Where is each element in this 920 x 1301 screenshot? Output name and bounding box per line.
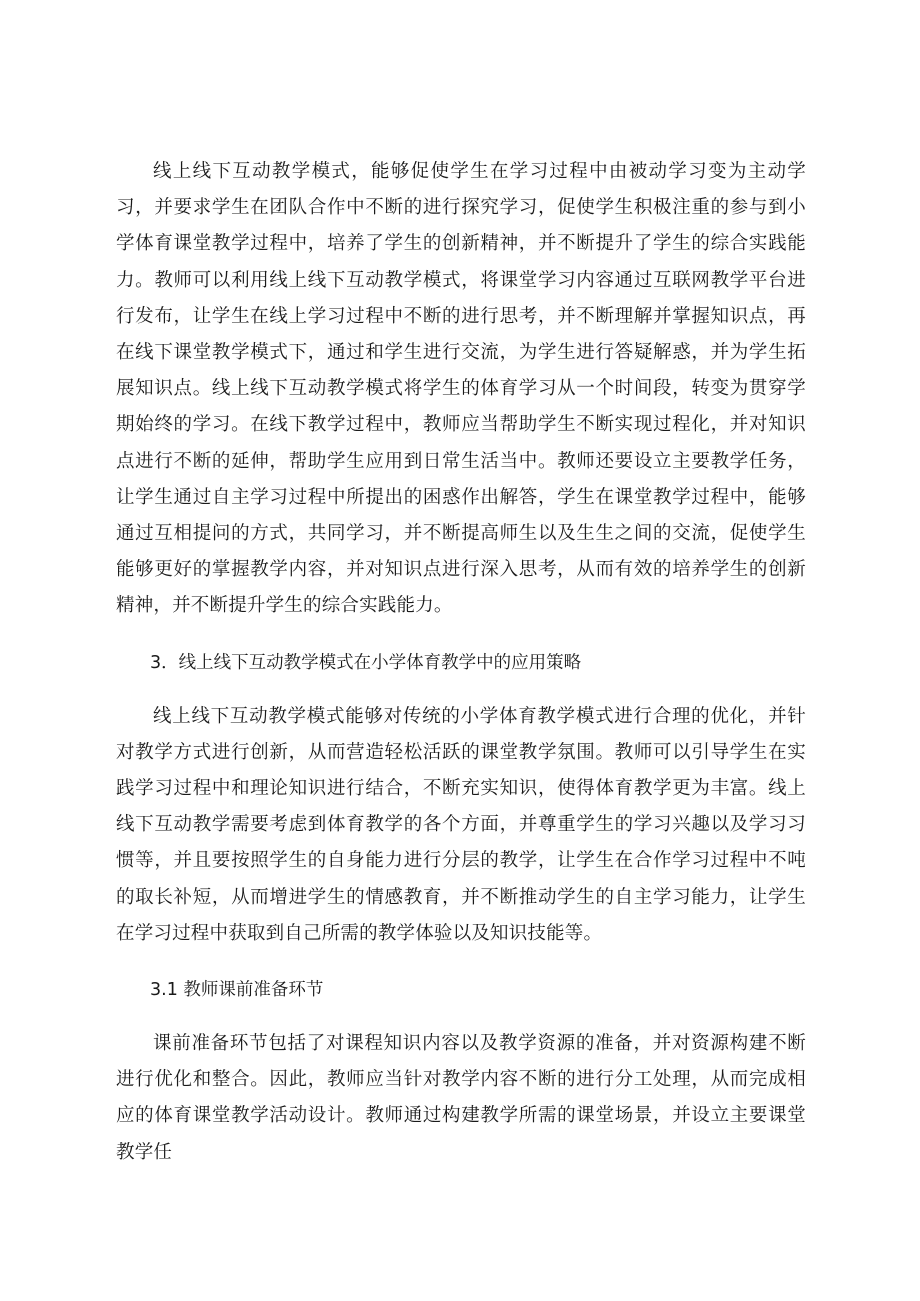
subsection-heading-teacher-preparation: 3.1 教师课前准备环节 bbox=[150, 980, 324, 1001]
paragraph-interactive-teaching-benefits: 线上线下互动教学模式，能够促使学生在学习过程中由被动学习变为主动学习，并要求学生在团队合作中不断的进行探究学习，促使学生积极注重的参与到小学体育课堂教学过程中，培养了学生的创新精神，并不断提升了学生的综合实践能力。教师可以利用线上线下互动教学模式，将课堂学习内容通过互联网教学平台进行发布，让学生在线上学习过程中不断的进行思考，并不断理解并掌握知识点，再在线下课堂教学模式下，通过和学生进行交流，为学生进行答疑解惑，并为学生拓展知识点。线上线下互动教学模式将学生的体育学习从一个时间段，转变为贯穿学期始终的学习。在线下教学过程中，教师应当帮助学生不断实现过程化，并对知识点进行不断的延伸，帮助学生应用到日常生活当中。教师还要设立主要教学任务，让学生通过自主学习过程中所提出的困惑作出解答，学生在课堂教学过程中，能够通过互相提问的方式，共同学习，并不断提高师生以及生生之间的交流，促使学生能够更好的掌握教学内容，并对知识点进行深入思考，从而有效的培养学生的创新精神，并不断提升学生的综合实践能力。 bbox=[116, 161, 806, 617]
paragraph-teacher-preparation: 课前准备环节包括了对课程知识内容以及教学资源的准备，并对资源构建不断进行优化和整合。因此，教师应当针对教学内容不断的进行分工处理，从而完成相应的体育课堂教学活动设计。教师通过构建教学所需的课堂场景，并设立主要课堂教学任 bbox=[116, 1033, 806, 1163]
paragraph-strategy-overview: 线上线下互动教学模式能够对传统的小学体育教学模式进行合理的优化，并针对教学方式进行创新，从而营造轻松活跃的课堂教学氛围。教师可以引导学生在实践学习过程中和理论知识进行结合，不断充实知识，使得体育教学更为丰富。线上线下互动教学需要考虑到体育教学的各个方面，并尊重学生的学习兴趣以及学习习惯等，并且要按照学生的自身能力进行分层的教学，让学生在合作学习过程中不吨的取长补短，从而增进学生的情感教育，并不断推动学生的自主学习能力，让学生在学习过程中获取到自己所需的教学体验以及知识技能等。 bbox=[116, 705, 806, 944]
document-body bbox=[116, 154, 806, 1171]
section-heading-application-strategies: 3．线上线下互动教学模式在小学体育教学中的应用策略 bbox=[150, 652, 582, 673]
